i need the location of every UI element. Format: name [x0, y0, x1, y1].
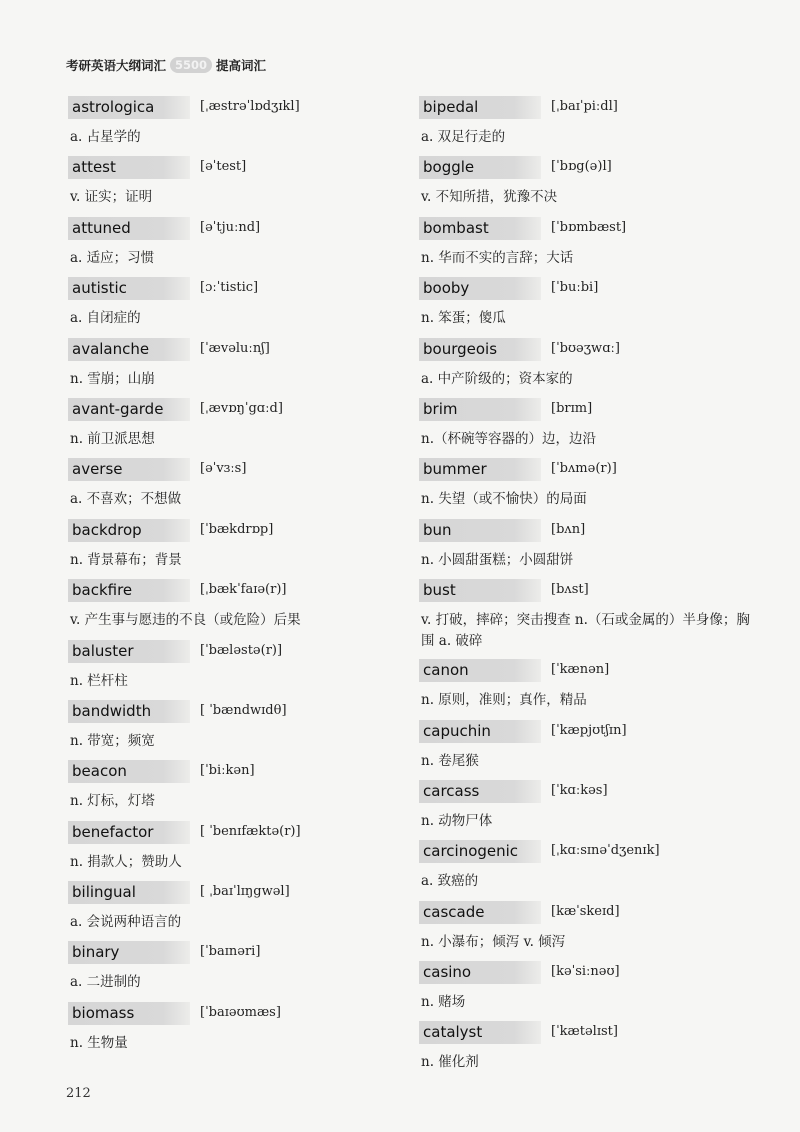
headword: beacon: [68, 760, 190, 783]
vocab-entry: [68, 519, 413, 579]
headword: autistic: [68, 277, 190, 300]
definition: v. 打破，摔碎；突击搜查 n.（石或金属的）半身像；胸围 a. 破碎: [421, 612, 750, 650]
vocab-entry: [419, 961, 764, 1021]
vocab-entry: [419, 277, 764, 337]
phonetic: [ˌbækˈfaɪə(r)]: [200, 582, 287, 598]
headword: binary: [68, 941, 190, 964]
phonetic: [ɔːˈtistic]: [200, 280, 259, 296]
phonetic: [ˈbaɪəʊmæs]: [200, 1004, 281, 1020]
headword: baluster: [68, 640, 190, 663]
definition: v. 不知所措，犹豫不决: [421, 189, 558, 206]
headword: bun: [419, 519, 541, 542]
phonetic: [ˈbækdrɒp]: [200, 521, 274, 537]
vocab-entry: [68, 881, 413, 941]
headword: backfire: [68, 579, 190, 602]
headword: benefactor: [68, 821, 190, 844]
headword: carcinogenic: [419, 840, 541, 863]
phonetic: [kæˈskeɪd]: [551, 903, 620, 919]
headword: averse: [68, 458, 190, 481]
phonetic: [ˈbʌmə(r)]: [551, 461, 617, 477]
definition: a. 不喜欢；不想做: [70, 491, 182, 508]
definition: n. 原则，准则；真作，精品: [421, 692, 587, 709]
vocab-entry: [419, 156, 764, 216]
phonetic: [bʌn]: [551, 521, 586, 537]
vocab-entry: [419, 217, 764, 277]
phonetic: [ˈbaɪnəri]: [200, 944, 261, 960]
phonetic: [ˈbɒmbæst]: [551, 219, 627, 235]
vocab-entry: [419, 780, 764, 840]
vocab-entry: [68, 277, 413, 337]
definition: n. 华而不实的言辞；大话: [421, 249, 574, 266]
phonetic: [ˈkɑːkəs]: [551, 782, 608, 798]
phonetic: [ˌbaɪˈpiːdl]: [551, 99, 618, 114]
definition: a. 双足行走的: [421, 129, 506, 145]
headword: boggle: [419, 156, 541, 179]
phonetic: [ˈbɒg(ə)l]: [551, 159, 612, 175]
headword: casino: [419, 961, 541, 984]
headword: cascade: [419, 901, 541, 924]
phonetic: [ ˈbenɪfæktə(r)]: [200, 823, 301, 839]
vocab-entry: [68, 338, 413, 398]
phonetic: [ˈævəluːnʃ]: [200, 340, 270, 356]
headword: bourgeois: [419, 338, 541, 361]
headword: biomass: [68, 1002, 190, 1025]
definition: n. 栏杆柱: [70, 672, 128, 689]
headword: bipedal: [419, 96, 541, 119]
word-count-badge: 5500: [170, 57, 212, 73]
vocab-entry: [68, 1002, 413, 1062]
definition: n. 催化剂: [421, 1054, 479, 1071]
definition: n. 背景幕布；背景: [70, 551, 182, 568]
definition: n. 前卫派思想: [70, 430, 155, 447]
vocab-entry: [419, 458, 764, 518]
definition: a. 适应；习惯: [70, 249, 155, 266]
phonetic: [ˈkænən]: [551, 662, 610, 678]
headword: bummer: [419, 458, 541, 481]
phonetic: [ ˌbaɪˈlɪŋgwəl]: [200, 884, 290, 900]
definition: v. 证实；证明: [70, 189, 153, 206]
headword: avalanche: [68, 338, 190, 361]
vocab-entry: [68, 821, 413, 881]
section-title: 提高词汇: [216, 58, 267, 73]
headword: carcass: [419, 780, 541, 803]
definition: a. 会说两种语言的: [70, 914, 182, 931]
definition: n. 笨蛋；傻瓜: [421, 310, 506, 327]
definition: a. 自闭症的: [70, 310, 141, 327]
phonetic: [ˌæstrəˈlɒdʒɪkl]: [200, 99, 300, 114]
definition: a. 占星学的: [70, 129, 141, 145]
definition: a. 致癌的: [421, 873, 479, 890]
vocab-entry: [419, 901, 764, 961]
vocab-entry: [419, 96, 764, 156]
vocab-entry: [419, 840, 764, 900]
definition: n.（杯碗等容器的）边，边沿: [421, 430, 596, 447]
definition: n. 带宽；频宽: [70, 732, 155, 749]
headword: brim: [419, 398, 541, 421]
headword: attuned: [68, 217, 190, 240]
phonetic: [kəˈsiːnəʊ]: [551, 964, 620, 980]
headword: bandwidth: [68, 700, 190, 723]
phonetic: [bʌst]: [551, 582, 589, 598]
page-number: 212: [66, 1086, 91, 1101]
phonetic: [ˈbæləstə(r)]: [200, 642, 283, 658]
vocab-entry: [68, 458, 413, 518]
headword: astrologica: [68, 96, 190, 119]
page-header: [66, 56, 266, 74]
headword: booby: [419, 277, 541, 300]
phonetic: [ ˈbændwɪdθ]: [200, 702, 287, 718]
phonetic: [əˈtest]: [200, 159, 247, 175]
vocab-entry: [419, 338, 764, 398]
right-column: [419, 96, 764, 1082]
vocab-entry: [68, 156, 413, 216]
vocab-entry: [419, 519, 764, 579]
headword: catalyst: [419, 1021, 541, 1044]
definition: n. 卷尾猴: [421, 752, 479, 769]
vocab-entry: [68, 217, 413, 277]
vocab-entry: [68, 760, 413, 820]
vocab-entry: [419, 720, 764, 780]
definition: n. 雪崩；山崩: [70, 370, 155, 387]
definition: n. 动物尸体: [421, 812, 493, 829]
book-title: 考研英语大纲词汇: [66, 58, 167, 73]
phonetic: [əˈtjuːnd]: [200, 219, 261, 235]
headword: bilingual: [68, 881, 190, 904]
headword: canon: [419, 659, 541, 682]
phonetic: [əˈvɜːs]: [200, 461, 247, 477]
vocab-entry: [68, 579, 413, 639]
phonetic: [brɪm]: [551, 400, 593, 416]
definition: n. 失望（或不愉快）的局面: [421, 491, 587, 508]
phonetic: [ˈbʊəʒwɑː]: [551, 340, 620, 356]
vocab-entry: [68, 398, 413, 458]
definition: a. 二进制的: [70, 974, 141, 991]
definition: n. 生物量: [70, 1034, 128, 1051]
vocab-entry: [68, 96, 413, 156]
phonetic: [ˈkætəlɪst]: [551, 1024, 618, 1040]
vocab-entry: [68, 941, 413, 1001]
definition: n. 小瀑布；倾泻 v. 倾泻: [421, 933, 566, 950]
phonetic: [ˌævɒŋˈgɑːd]: [200, 400, 283, 416]
definition: n. 小圆甜蛋糕；小圆甜饼: [421, 551, 574, 568]
headword: attest: [68, 156, 190, 179]
definition: n. 赌场: [421, 994, 466, 1011]
definition: n. 灯标，灯塔: [70, 793, 155, 810]
definition: v. 产生事与愿违的不良（或危险）后果: [70, 612, 301, 629]
vocab-entry: [419, 659, 764, 719]
phonetic: [ˈbuːbi]: [551, 280, 599, 296]
vocab-entry: [419, 398, 764, 458]
definition: n. 捐款人；赞助人: [70, 853, 182, 870]
headword: capuchin: [419, 720, 541, 743]
phonetic: [ˌkɑːsɪnəˈdʒenɪk]: [551, 843, 660, 859]
vocab-entry: [419, 579, 764, 659]
phonetic: [ˈkæpjʊtʃɪn]: [551, 722, 627, 738]
headword: bombast: [419, 217, 541, 240]
headword: avant-garde: [68, 398, 190, 421]
vocab-entry: [68, 640, 413, 700]
definition: a. 中产阶级的；资本家的: [421, 370, 573, 387]
vocab-entry: [419, 1021, 764, 1081]
headword: backdrop: [68, 519, 190, 542]
vocab-entry: [68, 700, 413, 760]
phonetic: [ˈbiːkən]: [200, 763, 255, 779]
headword: bust: [419, 579, 541, 602]
left-column: [68, 96, 413, 1062]
